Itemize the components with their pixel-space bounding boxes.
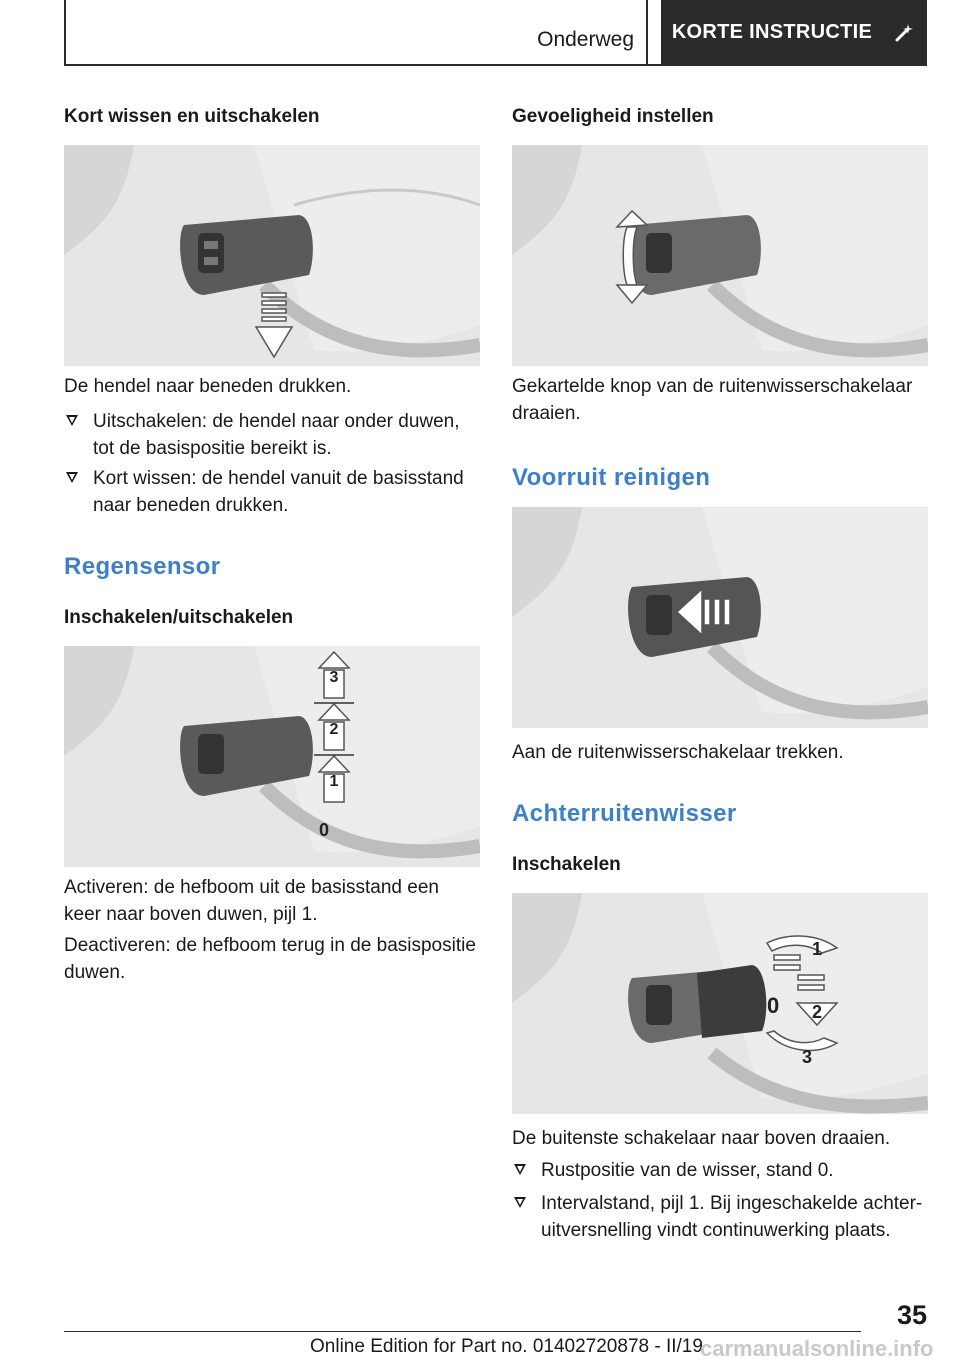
bullet-text: Rustpositie van de wisser, stand 0. bbox=[541, 1160, 834, 1181]
page-number: 35 bbox=[896, 1300, 927, 1330]
text-activeren: Activeren: de hefboom uit de basisstand een keer naar boven duwen, pijl 1. bbox=[64, 877, 439, 925]
fig-label: 1 bbox=[329, 773, 339, 790]
fig-label: 0 bbox=[767, 993, 780, 1018]
figure-pull-lever bbox=[512, 507, 928, 728]
wand-icon bbox=[894, 21, 916, 43]
bullet-triangle-icon bbox=[66, 472, 78, 483]
bullet-uitschakelen bbox=[64, 408, 480, 462]
fig-label: 3 bbox=[329, 669, 339, 686]
text-deactiveren: Deactiveren: de hefboom terug in de basispositie duwen. bbox=[64, 935, 476, 983]
watermark-link[interactable]: carmanualsonline.info bbox=[700, 1336, 934, 1361]
fig-label: 2 bbox=[812, 1002, 823, 1022]
figure-rear-wiper bbox=[512, 893, 928, 1114]
bullet-triangle-icon bbox=[66, 415, 78, 426]
heading-inschakelen: Inschakelen bbox=[512, 854, 621, 875]
bullet-triangle-icon bbox=[514, 1197, 526, 1208]
fig-label: 1 bbox=[812, 939, 823, 959]
text-buitenste-schakelaar: De buitenste schakelaar naar boven draaien. bbox=[512, 1128, 891, 1149]
figure-sensitivity-knob bbox=[512, 145, 928, 366]
text-gekartelde-knop: Gekartelde knop van de ruitenwisserschakelaar draaien. bbox=[512, 376, 913, 424]
bullet-text: Kort wissen: de hendel vanuit de basisstand naar beneden drukken. bbox=[93, 468, 464, 516]
edition-text: Online Edition for Part no. 01402720878 - II/19 bbox=[310, 1336, 703, 1357]
header-rule bbox=[64, 64, 927, 66]
section-title: Onderweg bbox=[537, 28, 634, 51]
fig-label: 2 bbox=[329, 721, 339, 738]
bullet-intervalstand bbox=[512, 1190, 928, 1244]
fig-label: 0 bbox=[318, 820, 330, 840]
heading-voorruit-reinigen: Voorruit reinigen bbox=[512, 464, 711, 491]
header-box bbox=[64, 0, 648, 64]
fig-label: 3 bbox=[802, 1047, 813, 1067]
heading-kort-wissen: Kort wissen en uitschakelen bbox=[64, 106, 320, 127]
chapter-tab[interactable] bbox=[661, 0, 927, 64]
bullet-triangle-icon bbox=[514, 1164, 526, 1175]
text-trekken: Aan de ruitenwisserschakelaar trekken. bbox=[512, 742, 844, 763]
figure-rain-sensor bbox=[64, 646, 480, 867]
text-lever-down: De hendel naar beneden drukken. bbox=[64, 376, 352, 397]
footer-rule bbox=[64, 1331, 861, 1332]
heading-gevoeligheid: Gevoeligheid instellen bbox=[512, 106, 714, 127]
chapter-tab-label: KORTE INSTRUCTIE bbox=[671, 20, 873, 43]
bullet-rustpositie bbox=[512, 1157, 928, 1184]
heading-regensensor: Regensensor bbox=[64, 553, 221, 580]
heading-inschakelen-uitschakelen: Inschakelen/uitschakelen bbox=[64, 607, 294, 628]
bullet-text: Intervalstand, pijl 1. Bij ingeschakelde achter-uitversnelling vindt continuwerking plaats. bbox=[541, 1193, 923, 1241]
figure-lever-down bbox=[64, 145, 480, 366]
bullet-kort-wissen bbox=[64, 465, 480, 519]
bullet-text: Uitschakelen: de hendel naar onder duwen, tot de basispositie bereikt is. bbox=[93, 411, 460, 459]
heading-achterruitenwisser: Achterruitenwisser bbox=[512, 800, 737, 827]
